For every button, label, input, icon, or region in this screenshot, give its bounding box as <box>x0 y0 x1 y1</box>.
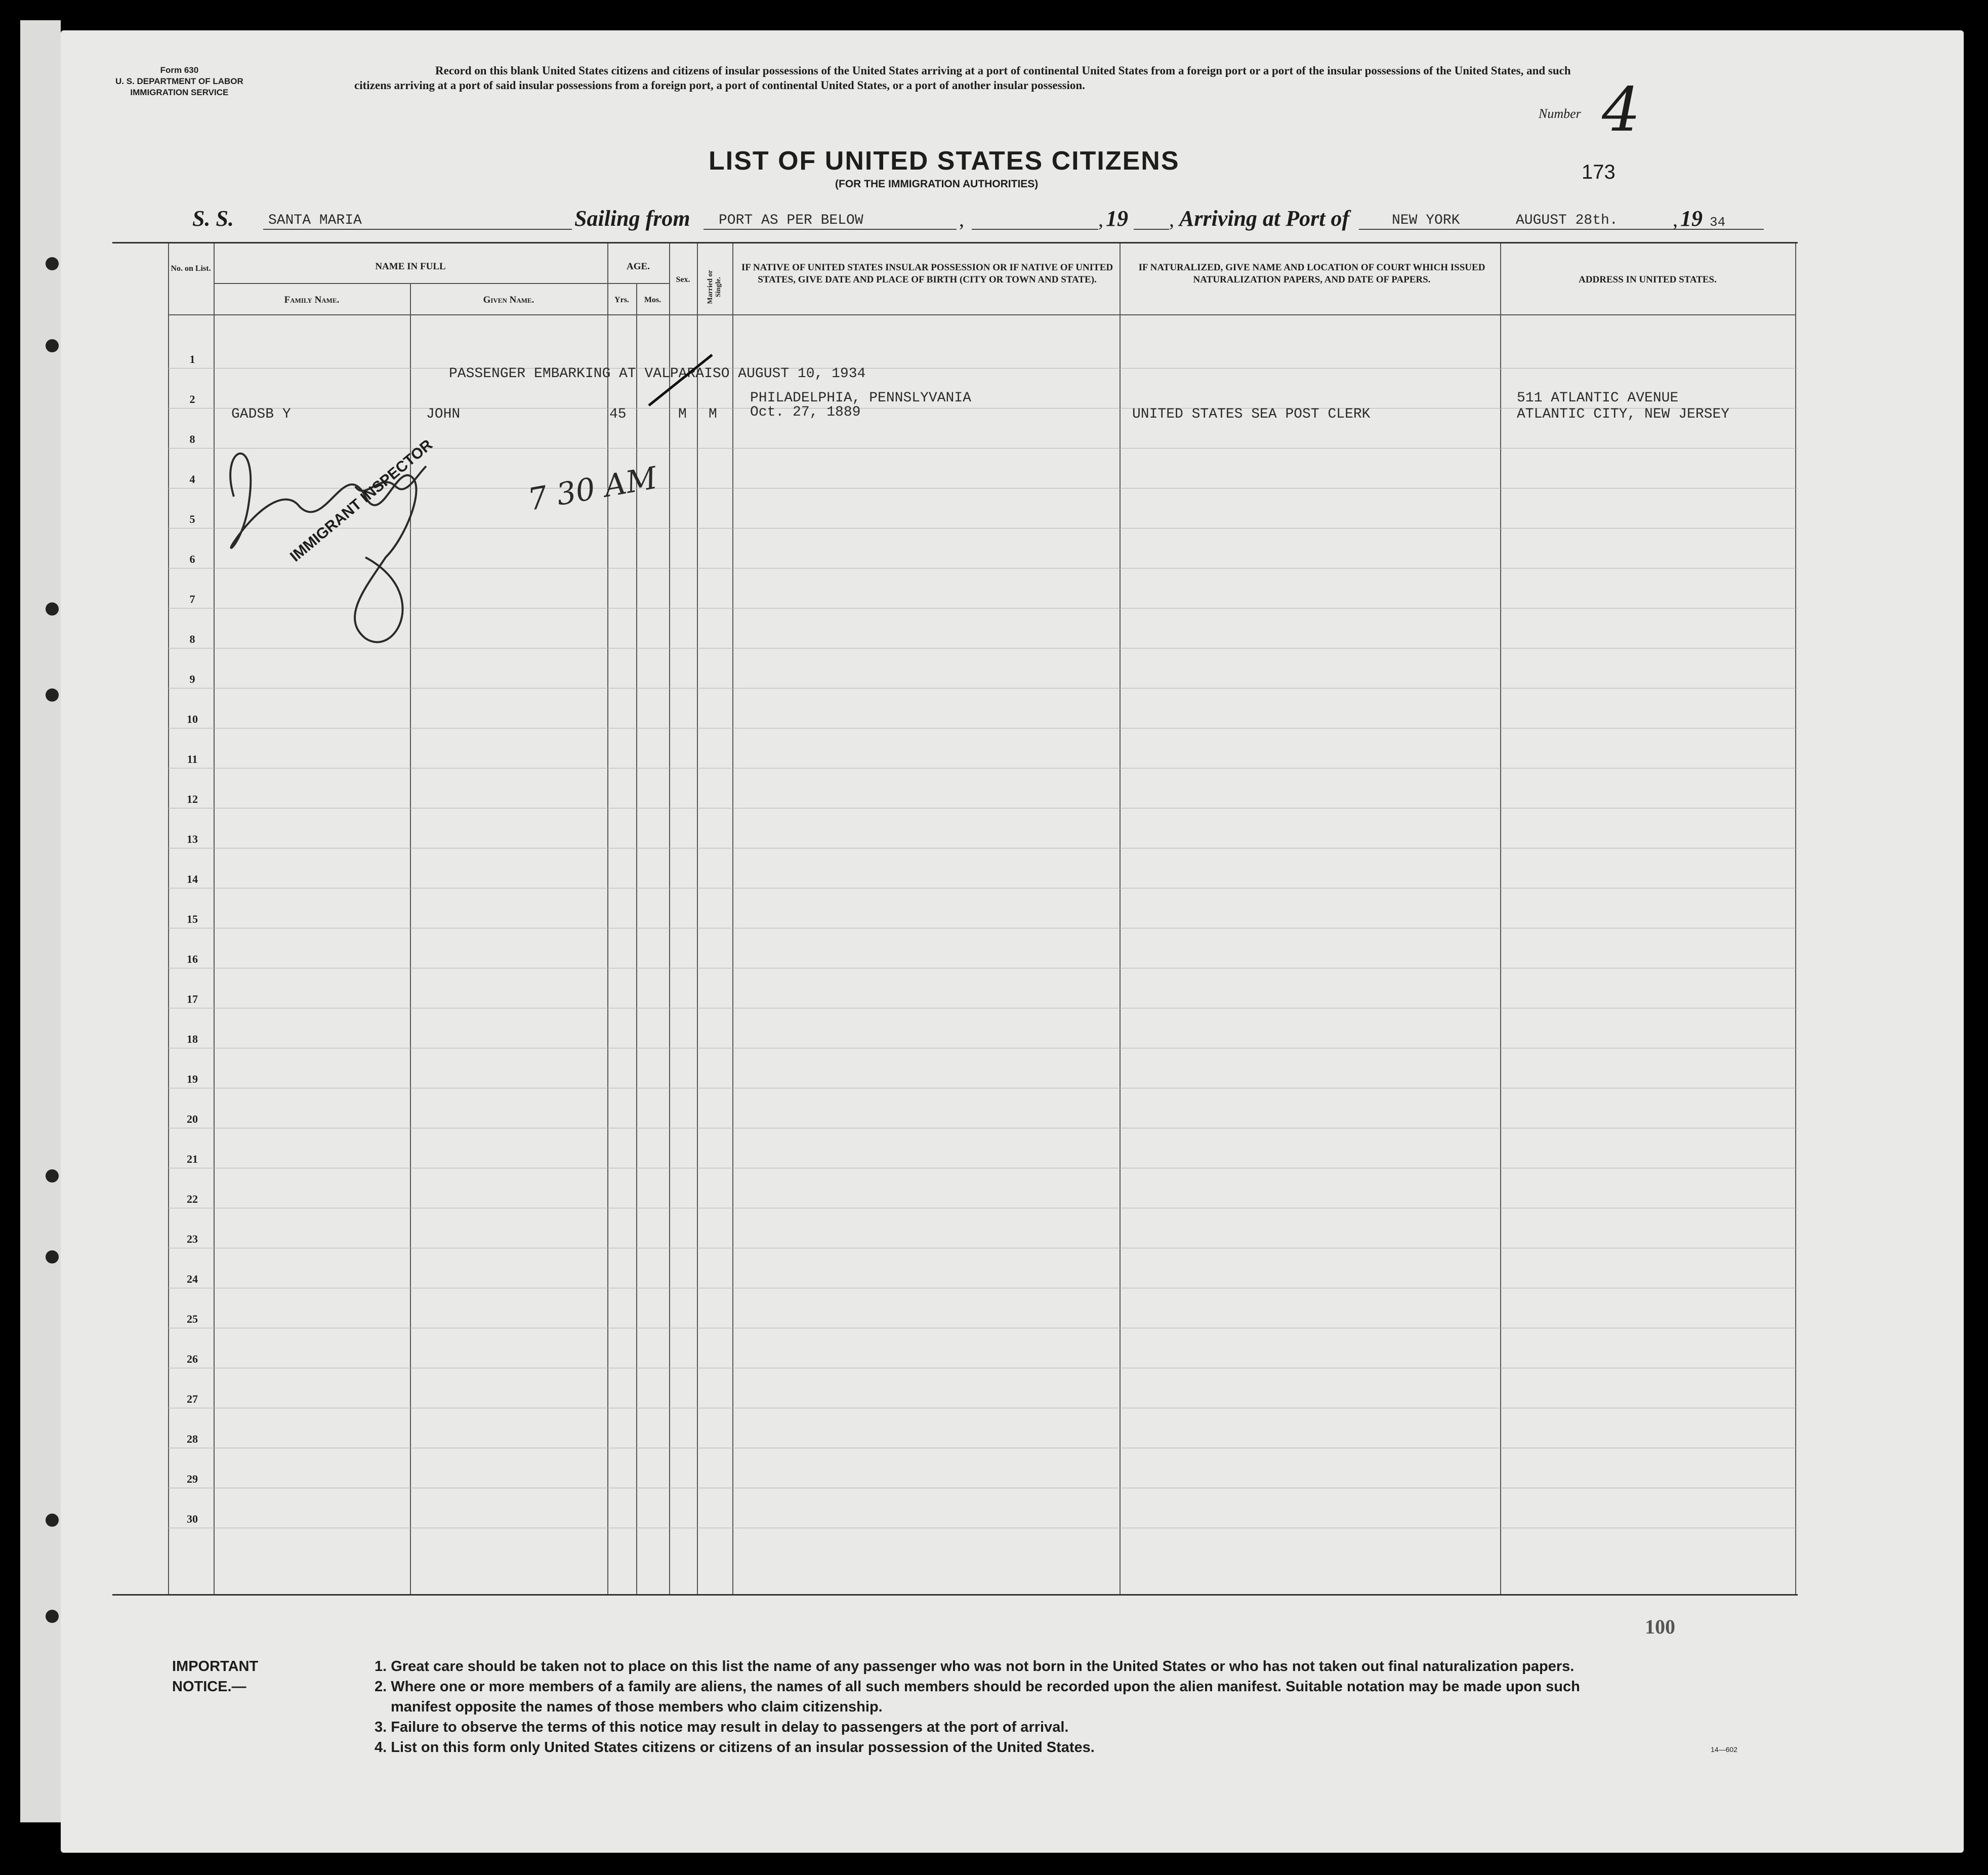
row-number: 16 <box>187 953 198 965</box>
header-rule <box>214 283 607 284</box>
embark-note: PASSENGER EMBARKING AT VALPARAISO AUGUST 10, 1934 <box>449 366 866 382</box>
comma: , <box>959 208 964 231</box>
row-number: 27 <box>187 1393 198 1405</box>
row-number: 7 <box>189 593 195 605</box>
row-number: 25 <box>187 1313 198 1325</box>
notice-item: 3. Failure to observe the terms of this notice may result in delay to passengers at the port of arrival. <box>375 1719 1069 1735</box>
comma: , <box>1098 208 1103 231</box>
date-field <box>972 209 1098 230</box>
binder-hole <box>46 1169 59 1183</box>
binder-hole <box>46 1514 59 1527</box>
col-divider <box>1120 243 1121 1594</box>
birth-place-cell: PHILADELPHIA, PENNSLYVANIA <box>750 390 971 406</box>
row-number: 30 <box>187 1513 198 1525</box>
row-number: 9 <box>189 673 195 685</box>
row-number: 24 <box>187 1273 198 1285</box>
header-naturalized: IF NATURALIZED, GIVE NAME AND LOCATION OF COURT WHICH ISSUED NATURALIZATION PAPERS, AND DATE OF PAPERS. <box>1138 262 1485 285</box>
row-number: 22 <box>187 1193 198 1205</box>
col-divider <box>732 243 733 1594</box>
row-number: 20 <box>187 1113 198 1125</box>
header-birth: IF NATIVE OF UNITED STATES INSULAR POSSESSION OR IF NATIVE OF UNITED STATES, GIVE DATE AND PLACE OF BIRTH (CITY OR TOWN AND STATE). <box>741 262 1113 285</box>
notice-item: 1. Great care should be taken not to place on this list the name of any passenger who was not born in the United States or who has not taken out final naturalization papers. <box>375 1658 1575 1675</box>
row-number: 8 <box>189 433 195 445</box>
row-number: 17 <box>187 993 198 1005</box>
arriving-label: Arriving at Port of <box>1179 206 1350 231</box>
ss-label: S. S. <box>192 206 234 231</box>
binder-hole <box>46 1250 59 1263</box>
birth-date-cell: Oct. 27, 1889 <box>750 404 861 420</box>
address-line2: ATLANTIC CITY, NEW JERSEY <box>1517 406 1730 422</box>
number-value: 4 <box>1602 75 1641 145</box>
row-number: 5 <box>189 513 195 525</box>
year-prefix-1: 19 <box>1106 206 1128 231</box>
col-divider <box>168 243 169 1594</box>
age-yrs-cell: 45 <box>609 406 627 422</box>
tally-number: 100 <box>1645 1615 1675 1638</box>
ship-name: SANTA MARIA <box>268 213 362 228</box>
notice-item: 4. List on this form only United States citizens or citizens of an insular possession of the United States. <box>375 1739 1095 1756</box>
print-code: 14—602 <box>1711 1745 1737 1754</box>
col-divider <box>1795 243 1796 1594</box>
form-info <box>115 65 243 98</box>
service: IMMIGRATION SERVICE <box>130 88 229 97</box>
comma: , <box>1673 208 1678 231</box>
comma: , <box>1169 208 1174 231</box>
year-suffix: 34 <box>1710 215 1726 230</box>
row-number: 19 <box>187 1073 198 1085</box>
row-number: 29 <box>187 1473 198 1485</box>
form-number: Form 630 <box>160 65 199 75</box>
sex-cell: M <box>678 406 687 422</box>
row-number: 11 <box>187 753 198 765</box>
marital-cell: M <box>709 406 717 422</box>
binder-hole <box>46 602 59 616</box>
notice-heading: IMPORTANT NOTICE.— <box>172 1658 259 1695</box>
sailing-from: PORT AS PER BELOW <box>719 213 863 228</box>
header-address: ADDRESS IN UNITED STATES. <box>1579 274 1717 285</box>
row-number: 21 <box>187 1153 198 1165</box>
binder-hole <box>46 257 59 270</box>
row-number: 6 <box>189 553 195 565</box>
department: U. S. DEPARTMENT OF LABOR <box>115 76 243 86</box>
row-number: 8 <box>189 633 195 645</box>
col-divider <box>607 243 608 1594</box>
stamp-time: 7 30 AM <box>525 460 660 518</box>
row-number: 1 <box>189 353 195 365</box>
naturalized-cell: UNITED STATES SEA POST CLERK <box>1132 406 1371 422</box>
col-divider <box>1500 243 1501 1594</box>
row-number: 26 <box>187 1353 198 1365</box>
year-prefix-2: 19 <box>1680 206 1703 231</box>
row-number: 13 <box>187 833 198 845</box>
number-label: Number <box>1539 106 1581 121</box>
binder-hole <box>46 339 59 352</box>
row-number: 10 <box>187 713 198 725</box>
binder-hole <box>46 1610 59 1623</box>
header-yrs: Yrs. <box>614 296 629 304</box>
family-name-cell: GADSB Y <box>231 406 291 422</box>
address-line1: 511 ATLANTIC AVENUE <box>1517 390 1679 406</box>
given-name-cell: JOHN <box>426 406 461 422</box>
header-rule <box>168 314 1795 315</box>
check-slash <box>644 350 715 411</box>
page-edge <box>20 20 61 1822</box>
stamp-number: 173 <box>1582 161 1616 183</box>
header-married-single: Married or Single. <box>707 270 722 304</box>
row-number: 14 <box>187 873 198 885</box>
header-given-name: Given Name. <box>483 295 534 305</box>
binder-hole <box>46 688 59 702</box>
row-number: 28 <box>187 1433 198 1445</box>
table-row <box>168 368 1798 369</box>
row-number: 15 <box>187 913 198 925</box>
header-instructions: Record on this blank United States citizens and citizens of insular possessions of the United States arriving at a port of continental United States from a foreign port or a port of the insular possessions of the United States, and such citizens arriving at a port of said insular possessions from a foreign port, a port of continental United States, or a port of another insular possession. <box>354 64 1571 92</box>
arrival-port: NEW YORK <box>1392 213 1460 228</box>
header-age: AGE. <box>627 261 650 272</box>
header-name-in-full: NAME IN FULL <box>375 261 446 272</box>
col-divider <box>669 243 670 1594</box>
header-mos: Mos. <box>644 296 661 304</box>
row-number: 23 <box>187 1233 198 1245</box>
row-number: 12 <box>187 793 198 805</box>
stamp-title: IMMIGRANT INSPECTOR <box>287 436 436 565</box>
page-subtitle: (FOR THE IMMIGRATION AUTHORITIES) <box>835 178 1039 190</box>
row-number: 2 <box>189 393 195 405</box>
header-no-on-list: No. on List. <box>171 264 211 273</box>
passenger-table <box>112 242 1798 1596</box>
row-number: 18 <box>187 1033 198 1045</box>
sailing-label: Sailing from <box>574 206 690 231</box>
arrival-date: AUGUST 28th. <box>1516 213 1618 228</box>
notice-item: 2. Where one or more members of a family are aliens, the names of all such members should be recorded upon the alien manifest. Suitable notation may be made upon such <box>375 1679 1580 1695</box>
year-field <box>1134 209 1169 230</box>
header-rule <box>607 283 669 284</box>
header-sex: Sex. <box>676 275 690 284</box>
header-family-name: Family Name. <box>284 295 340 305</box>
row-number: 4 <box>189 473 195 485</box>
page-title: LIST OF UNITED STATES CITIZENS <box>709 146 1180 176</box>
col-divider <box>697 243 698 1594</box>
notice-item: manifest opposite the names of those members who claim citizenship. <box>391 1699 883 1715</box>
